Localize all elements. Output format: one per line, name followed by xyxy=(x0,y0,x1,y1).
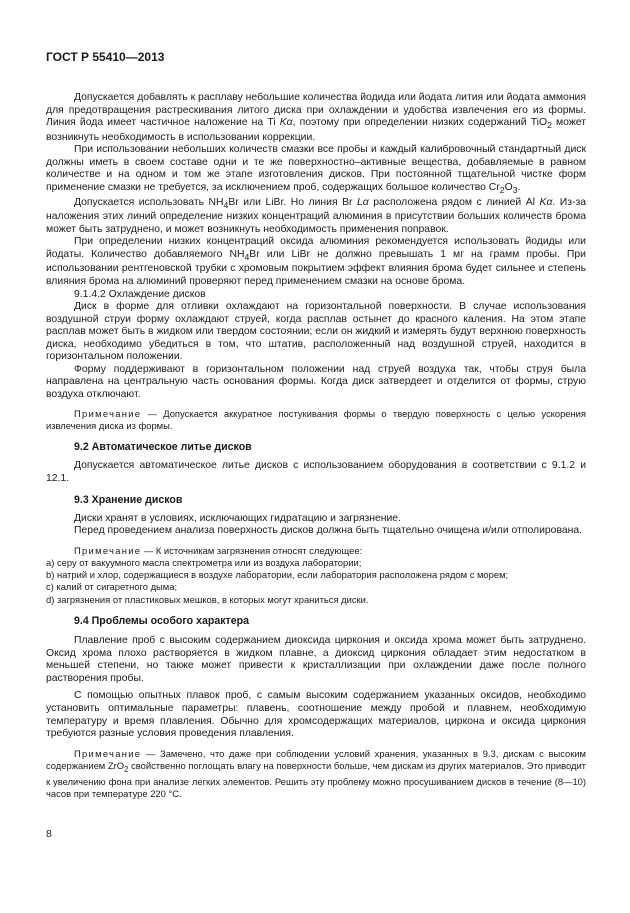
note-contamination: Примечание — К источникам загрязнения относят следующее: xyxy=(74,544,363,556)
note-moisture: Примечание — Замечено, что даже при соблюдении условий хранения, указанных в 9.3, дискам с высоким содержанием ZrO$_2$ свойственно поглощать влагу на поверхности больше, чем дискам из других материалов. Это приводит к увеличению фона при анализе легких элементов. Решить эту проблему можно просушиванием дисков в течение (8—10) часов при температуре 220 °С. xyxy=(46,747,586,799)
document-page xyxy=(46,50,586,800)
note-item-a: а) серу от вакуумного масла спектрометра или из воздуха лаборатории; xyxy=(46,556,362,568)
standard-header: ГОСТ Р 55410—2013 xyxy=(46,50,165,64)
heading-9-3: 9.3 Хранение дисков xyxy=(74,493,183,506)
paragraph-test-fusions: С помощью опытных плавок проб, с самым высоким содержанием указанных оксидов, необходимо установить оптимальные параметры: плавень, соотношение между пробой и плавнем, необходимую температуру и время плавления. Обычно для хромсодержащих материалов, циркона и оксида циркония требуются разные условия проведения плавления. xyxy=(46,690,586,740)
paragraph-lubricant: При использовании небольших количеств смазки все пробы и каждый калибровочный стандартный диск должны иметь в своем составе одни и те же поверхностно–активные вещества, добавляемые в равном количестве и на одном и том же этапе изготовления дисков. При постоянной тщательной чистке форм применение смазки не требуется, за исключением проб, содержащих большое количество $Cr_2O_3$. xyxy=(46,144,586,195)
heading-9-2: 9.2 Автоматическое литье дисков xyxy=(74,441,252,454)
paragraph-cooling: Диск в форме для отливки охлаждают на горизонтальной поверхности. В случае использования воздушной струи форму охлаждают струей, когда расплав остынет до красного каления. На этом этапе расплав может быть в жидком или твердом состоянии; если он жидкий и измерять будут верхнюю поверхность диска, необходимо убедиться в том, что штатив, расположенный над воздушной струей, находится в горизонтальном положении. xyxy=(46,301,586,363)
note-tapping: Примечание — Допускается аккуратное постукивания формы о твердую поверхность с целью ускорения извлечения диска из формы. xyxy=(46,408,586,432)
paragraph-iodide: Допускается добавлять к расплаву небольшие количества йодида или йодата лития или йодата аммония для предотвращения растрескивания литого диска при охлаждении и удобства извлечения его из формы. Линия йода имеет частичное наложение на Ti Kα, поэтому при определении низких содержаний TiO$_2$ может возникнуть необходимость в использовании коррекции. xyxy=(46,92,586,143)
paragraph-storage: Диски хранят в условиях, исключающих гидратацию и загрязнение. xyxy=(74,512,401,524)
paragraph-auto-casting: Допускается автоматическое литье дисков с использованием оборудования в соответствии с 9.1.2 и 12.1. xyxy=(46,460,586,484)
heading-9-4: 9.4 Проблемы особого характера xyxy=(74,615,249,628)
paragraph-bromide: Допускается использовать $NH_4Br$ или LiBr. Но линия Br Lα расположена рядом с линией Al Kα. Из-за наложения этих линий определение низких концентраций алюминия в присутствии больших количеств брома может быть затруднено, и может возникнуть необходимость применения поправок. xyxy=(46,196,587,235)
subsection-cooling: 9.1.4.2 Охлаждение дисков xyxy=(74,288,206,300)
page-number: 8 xyxy=(46,828,52,840)
note-item-b: b) натрий и хлор, содержащиеся в воздухе лаборатории, если лаборатория расположена рядом с морем; xyxy=(46,569,509,581)
paragraph-zirconia: Плавление проб с высоким содержанием диоксида циркония и оксида хрома может быть затруднено. Оксид хрома плохо растворяется в жидком плавне, а диоксид циркония обладает этим недостатком в меньшей степени, но также может привести к кристаллизации при охлаждении даже после полного растворения пробы. xyxy=(46,635,586,684)
note-item-d: d) загрязнения от пластиковых мешков, в которых могут храниться диски. xyxy=(46,593,369,605)
note-item-c: с) калий от сигаретного дыма; xyxy=(46,581,178,593)
paragraph-alumina: При определении низких концентраций оксида алюминия рекомендуется использовать йодиды или йодаты. Количество добавляемого $NH_4Br$ или LiBr не должно превышать 1 мг на грамм пробы. При использовании рентгеновской трубки с хромовым покрытием эффект влияния брома будет сильнее и степень влияния брома на алюминий проверяют перед применением смазки на основе брома. xyxy=(46,236,586,287)
paragraph-cleaning: Перед проведением анализа поверхность дисков должна быть тщательно очищена и/или отполирована. xyxy=(74,525,583,537)
paragraph-mold: Форму поддерживают в горизонтальном положении над струей воздуха так, чтобы струя была направлена на центральную часть основания формы. Когда диск затвердеет и отделится от формы, струю воздуха отключают. xyxy=(46,363,586,400)
